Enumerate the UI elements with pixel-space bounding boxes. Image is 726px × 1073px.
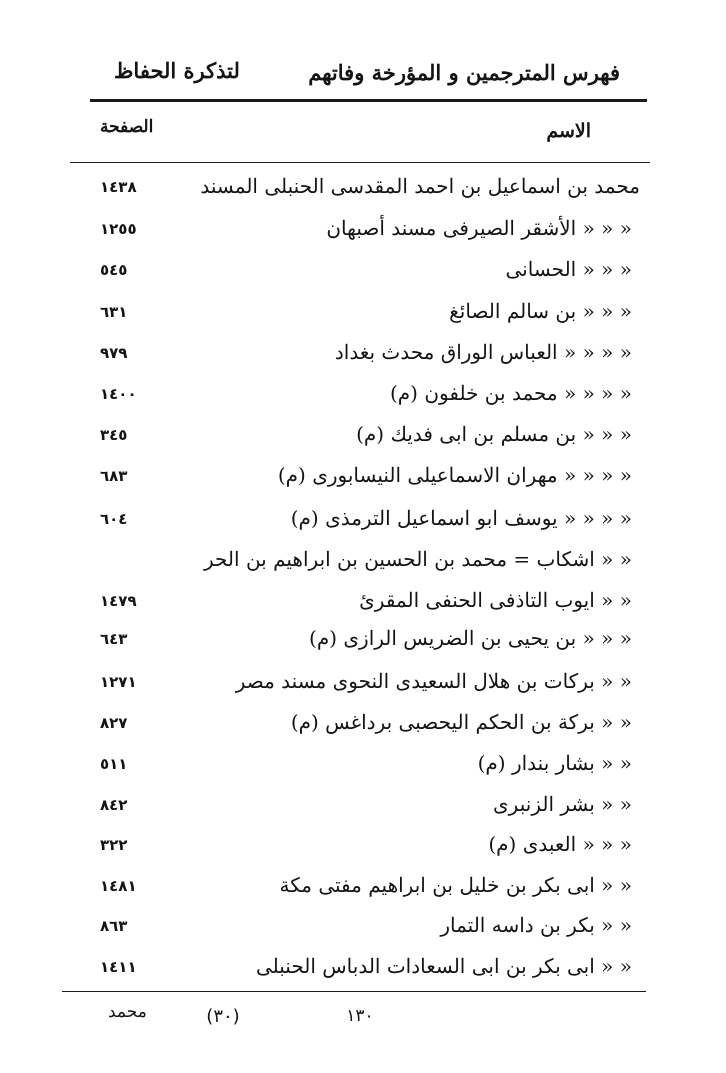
entry-name: « « « بن مسلم بن ابى فديك (م) (356, 422, 632, 446)
entry-name: « « « « مهران الاسماعيلى النيسابورى (م) (277, 463, 632, 487)
entry-name: « « « « محمد بن خلفون (م) (389, 381, 632, 405)
page-number: ١٣٠ (346, 1006, 374, 1026)
entry-page: ١٤١١ (100, 958, 137, 976)
entry-page: ٨٤٢ (100, 796, 128, 814)
entry-page: ٨٢٧ (100, 714, 128, 732)
entry-name: « « ابى بكر بن خليل بن ابراهيم مفتى مكة (279, 873, 632, 897)
entry-name: « « « الأشقر الصيرفى مسند أصبهان (326, 216, 632, 240)
entry-name: « « « الحسانى (505, 257, 632, 281)
entry-name: « « « « يوسف ابو اسماعيل الترمذى (م) (290, 506, 632, 530)
catchword: محمد (108, 1002, 147, 1022)
index-entry (0, 416, 726, 456)
entry-page: ٥١١ (100, 755, 128, 773)
entry-name: محمد بن اسماعيل بن احمد المقدسى الحنبلى المسند (200, 174, 640, 198)
entry-name: « « بركة بن الحكم اليحصبى برداغس (م) (290, 710, 632, 734)
column-header-page: الصفحة (100, 117, 154, 137)
entry-page: ١٢٧١ (100, 673, 137, 691)
index-entry (0, 745, 726, 785)
entry-name: « « « « العباس الوراق محدث بغداد (334, 340, 632, 364)
index-entry (0, 582, 726, 622)
entry-page: ٣٤٥ (100, 426, 128, 444)
entry-page: ١٤٨١ (100, 877, 137, 895)
entry-page: ٦٣١ (100, 303, 128, 321)
footer-rule (62, 991, 646, 992)
index-entry (0, 620, 726, 660)
index-entry (0, 375, 726, 415)
index-entry (0, 541, 726, 581)
entry-name: « « بكر بن داسه التمار (440, 913, 632, 937)
entry-page: ١٤٧٩ (100, 592, 137, 610)
entry-name: « « بشار بندار (م) (477, 751, 632, 775)
index-entry (0, 293, 726, 333)
entry-name: « « ايوب التاذفى الحنفى المقرئ (359, 588, 632, 612)
index-entry (0, 334, 726, 374)
entry-name: « « اشكاب = محمد بن الحسين بن ابراهيم بن الحر (203, 547, 632, 571)
signature-mark: (٣٠) (206, 1006, 240, 1027)
index-entry (0, 786, 726, 826)
column-header-name: الاسم (546, 120, 591, 142)
entry-name: « « ابى بكر بن ابى السعادات الدباس الحنبلى (255, 954, 632, 978)
index-entry (0, 704, 726, 744)
entry-name: « « بشر الزنبرى (493, 792, 632, 816)
entry-page: ٩٧٩ (100, 344, 128, 362)
entry-page: ٦٨٣ (100, 467, 128, 485)
index-entry (0, 168, 726, 208)
entry-name: « « « بن يحيى بن الضريس الرازى (م) (309, 626, 632, 650)
entry-page: ١٢٥٥ (100, 220, 137, 238)
entry-name: « « بركات بن هلال السعيدى النحوى مسند مصر (235, 669, 632, 693)
entry-page: ٥٤٥ (100, 261, 128, 279)
entry-page: ٦٠٤ (100, 510, 128, 528)
entry-page: ٨٦٣ (100, 917, 128, 935)
running-header-right: فهرس المترجمين و المؤرخة وفاتهم (308, 60, 620, 85)
running-header-left: لتذكرة الحفاظ (114, 58, 240, 83)
index-entry (0, 948, 726, 988)
index-entry (0, 907, 726, 947)
index-entry (0, 500, 726, 540)
entry-page: ٦٤٣ (100, 630, 128, 648)
index-entry (0, 251, 726, 291)
index-entry (0, 826, 726, 866)
entry-page: ٣٢٢ (100, 836, 128, 854)
index-entry (0, 457, 726, 497)
entry-name: « « « بن سالم الصائغ (449, 299, 632, 323)
index-entry (0, 867, 726, 907)
index-entry (0, 663, 726, 703)
index-entry (0, 210, 726, 250)
entry-page: ١٤٣٨ (100, 178, 137, 196)
entry-name: « « « العبدى (م) (488, 832, 632, 856)
entry-page: ١٤٠٠ (100, 385, 137, 403)
